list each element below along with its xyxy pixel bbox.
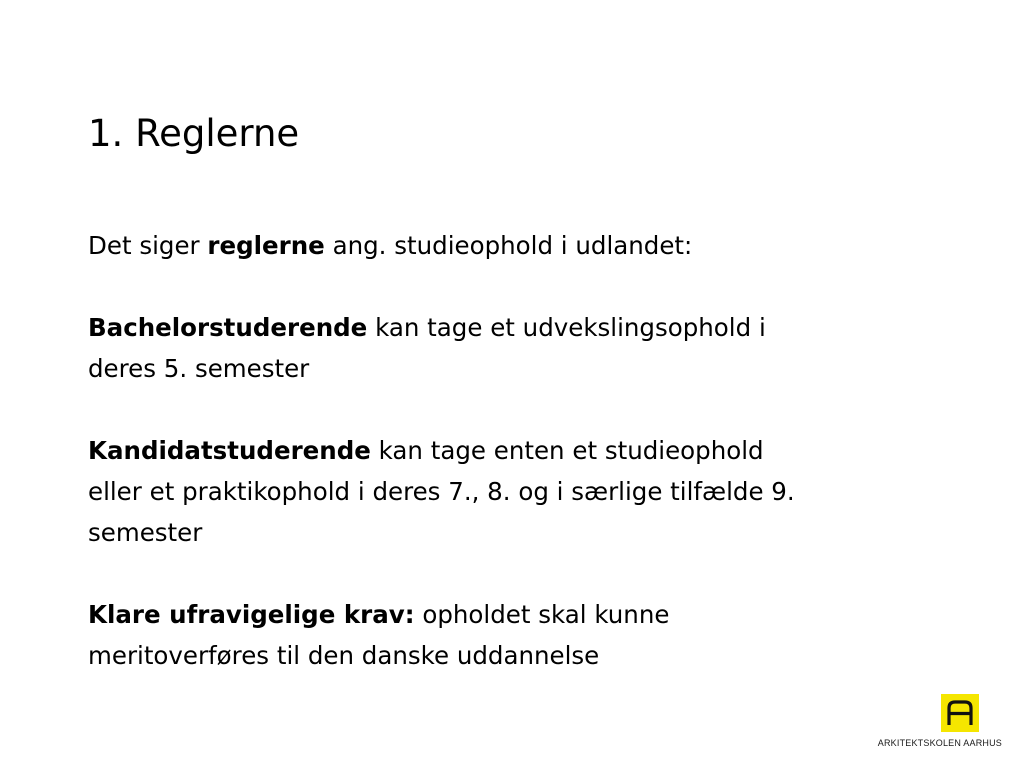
kandidat-lead: Kandidatstuderende	[88, 436, 371, 465]
spacer	[88, 389, 938, 430]
requirements-line-2: meritoverføres til den danske uddannelse	[88, 641, 600, 670]
intro-text-post: ang. studieophold i udlandet:	[324, 231, 693, 260]
kandidat-line-1	[88, 430, 938, 471]
requirements-line-1	[88, 594, 938, 635]
intro-text-pre: Det siger	[88, 231, 208, 260]
bachelor-line-1	[88, 307, 938, 348]
kandidat-line-3: semester	[88, 518, 203, 547]
bachelor-text-1: kan tage et udvekslingsophold i	[367, 313, 766, 342]
bachelor-paragraph	[88, 307, 938, 389]
intro-paragraph	[88, 225, 938, 266]
bachelor-lead: Bachelorstuderende	[88, 313, 368, 342]
requirements-text-1: opholdet skal kunne	[414, 600, 670, 629]
kandidat-text-1: kan tage enten et studieophold	[370, 436, 764, 465]
slide-title: 1. Reglerne	[88, 112, 300, 155]
intro-text-bold: reglerne	[207, 231, 325, 260]
requirements-paragraph	[88, 594, 938, 676]
requirements-lead: Klare ufravigelige krav:	[88, 600, 415, 629]
slide-body	[88, 225, 938, 676]
kandidat-line-2: eller et praktikophold i deres 7., 8. og i særlige tilfælde 9.	[88, 477, 795, 506]
letter-a-icon	[941, 694, 979, 732]
school-logo	[872, 694, 1002, 754]
logo-text: ARKITEKTSKOLEN AARHUS	[877, 738, 1002, 748]
spacer	[88, 266, 938, 307]
kandidat-paragraph	[88, 430, 938, 553]
bachelor-line-2: deres 5. semester	[88, 354, 310, 383]
spacer	[88, 553, 938, 594]
